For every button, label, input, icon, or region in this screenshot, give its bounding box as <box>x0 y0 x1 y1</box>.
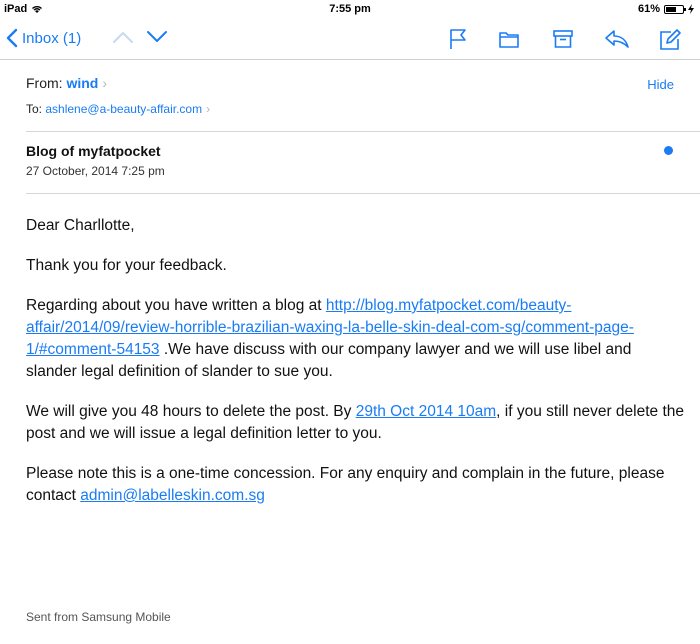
status-bar <box>0 0 700 20</box>
recipient-address[interactable]: ashlene@a-beauty-affair.com <box>45 102 203 116</box>
sender-name[interactable]: wind <box>66 75 99 91</box>
signature: Sent from Samsung Mobile <box>26 610 171 624</box>
compose-icon[interactable] <box>658 28 682 52</box>
message-body <box>26 215 686 525</box>
to-row <box>26 102 210 116</box>
subject: Blog of myfatpocket <box>26 143 161 159</box>
reply-icon[interactable] <box>604 28 630 50</box>
from-label: From: <box>26 75 63 91</box>
status-time: 7:55 pm <box>329 3 371 15</box>
chevron-down-icon[interactable] <box>146 30 168 44</box>
unread-indicator-icon[interactable] <box>664 146 673 155</box>
paragraph <box>26 401 686 445</box>
message-date: 27 October, 2014 7:25 pm <box>26 164 165 178</box>
back-to-inbox-button[interactable] <box>6 28 81 48</box>
paragraph-text: We will give you 48 hours to delete the post. By <box>26 403 356 420</box>
blog-link[interactable]: http://blog.myfatpocket.com/beauty-affair/2014/09/review-horrible-brazilian-waxing-la-belle-skin-deal-com-sg/comment-page-1/#comment-54153 <box>26 297 634 358</box>
status-right <box>638 3 694 15</box>
divider <box>26 131 700 132</box>
folder-icon[interactable] <box>498 28 520 50</box>
chevron-up-icon[interactable] <box>112 30 134 44</box>
to-label: To: <box>26 102 43 116</box>
date-link[interactable]: 29th Oct 2014 10am <box>355 403 497 420</box>
paragraph-text: Please note this is a one-time concession. For any enquiry and complain in the future, please contact <box>26 465 665 504</box>
charging-icon <box>688 4 694 14</box>
chevron-left-icon <box>6 28 18 48</box>
hide-details-link[interactable]: Hide <box>647 77 674 92</box>
email-link[interactable]: admin@labelleskin.com.sg <box>80 487 265 504</box>
paragraph: Thank you for your feedback. <box>26 257 227 274</box>
paragraph-text: .We have discuss with our company lawyer and we will use libel and slander legal definition of slander to sue you. <box>26 341 632 380</box>
flag-icon[interactable] <box>448 28 468 50</box>
paragraph <box>26 463 686 507</box>
divider <box>26 193 700 194</box>
chevron-right-icon: › <box>102 75 108 91</box>
device-label: iPad <box>4 3 28 15</box>
battery-icon <box>664 5 684 14</box>
archive-icon[interactable] <box>552 28 574 50</box>
battery-fill <box>666 7 676 12</box>
from-row <box>26 75 107 91</box>
greeting: Dear Charllotte, <box>26 217 135 234</box>
back-label: Inbox (1) <box>22 29 82 47</box>
paragraph <box>26 295 686 383</box>
chevron-right-icon: › <box>206 102 211 116</box>
mail-toolbar <box>0 20 700 60</box>
paragraph-text: , if you still never delete the post and we will issue a legal definition letter to you. <box>26 403 684 442</box>
battery-percent: 61% <box>637 3 660 15</box>
paragraph-text: Regarding about you have written a blog at <box>26 297 326 314</box>
